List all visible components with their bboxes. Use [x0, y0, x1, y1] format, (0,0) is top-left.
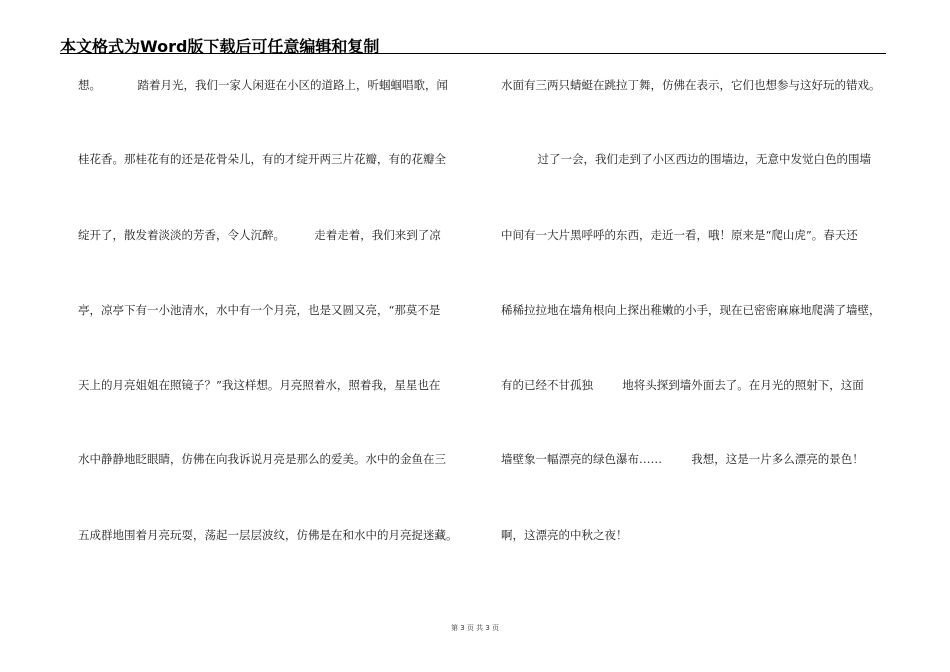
- text-line: 有的已经不甘孤独 地将头探到墙外面去了。在月光的照射下，这面: [501, 378, 864, 392]
- text-line: 五成群地围着月亮玩耍，荡起一层层波纹，仿佛是在和水中的月亮捉迷藏。: [78, 528, 458, 542]
- text-line: 过了一会，我们走到了小区西边的围墙边，无意中发觉白色的围墙: [501, 152, 872, 166]
- page-number-footer: 第 3 页 共 3 页: [450, 624, 500, 632]
- text-line: 稀稀拉拉地在墙角根向上探出稚嫩的小手，现在已密密麻麻地爬满了墙壁，: [501, 303, 881, 317]
- header-divider: [60, 53, 886, 54]
- document-header-title: 本文格式为Word版下载后可任意编辑和复制: [60, 37, 380, 56]
- text-line: 墙壁象一幅漂亮的绿色瀑布…… 我想，这是一片多么漂亮的景色！: [501, 452, 864, 466]
- text-line: 绽开了，散发着淡淡的芳香，令人沉醉。 走着走着，我们来到了凉: [78, 228, 441, 242]
- text-line: 想。 踏着月光，我们一家人闲逛在小区的道路上，听蝈蝈唱歌，闻: [78, 78, 449, 92]
- text-line: 桂花香。那桂花有的还是花骨朵儿，有的才绽开两三片花瓣，有的花瓣全: [78, 152, 446, 166]
- text-line: 亭，凉亭下有一小池清水，水中有一个月亮，也是又圆又亮，“那莫不是: [78, 303, 441, 317]
- text-line: 水中静静地眨眼睛，仿佛在向我诉说月亮是那么的爱美。水中的金鱼在三: [78, 452, 446, 466]
- text-line: 天上的月亮姐姐在照镜子？”我这样想。月亮照着水，照着我，星星也在: [78, 378, 441, 392]
- text-line: 水面有三两只蜻蜓在跳拉丁舞，仿佛在表示，它们也想参与这好玩的错戏。: [501, 78, 881, 92]
- text-line: 啊，这漂亮的中秋之夜！: [501, 528, 628, 542]
- text-line: 中间有一大片黑呼呼的东西，走近一看，哦！原来是“爬山虎”。春天还: [501, 228, 858, 242]
